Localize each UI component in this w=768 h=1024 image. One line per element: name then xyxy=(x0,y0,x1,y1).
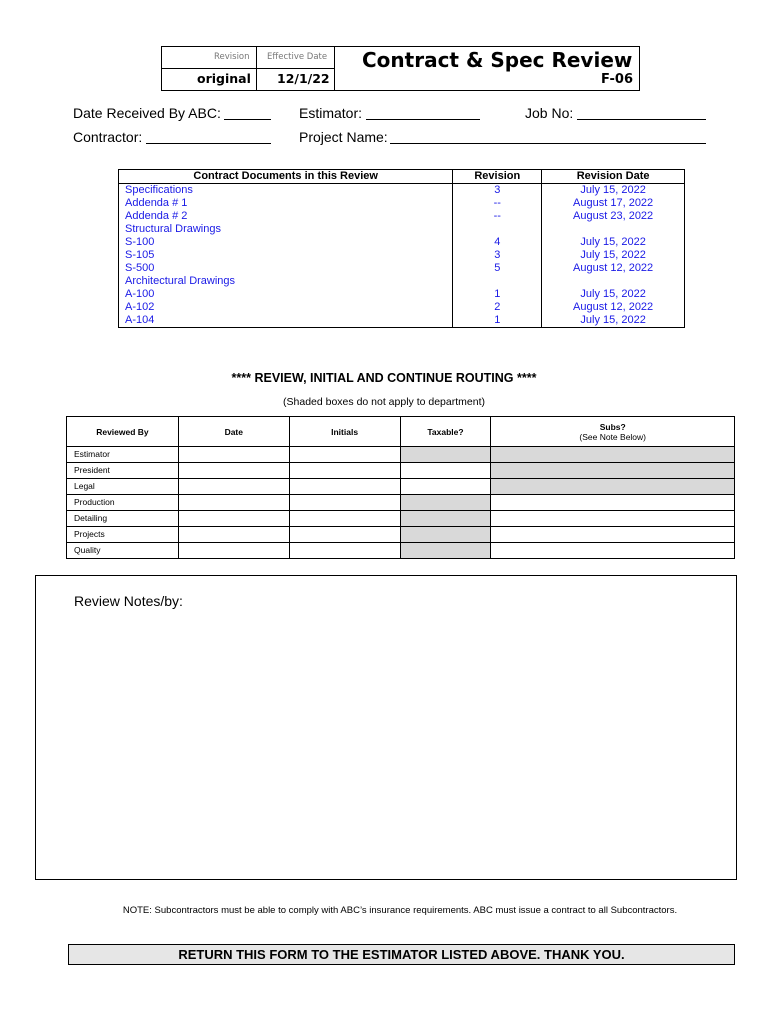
table-row xyxy=(119,184,685,198)
column-header-taxable: Taxable? xyxy=(400,417,491,447)
column-header-revision: Revision xyxy=(453,170,542,184)
column-header-revision-date: Revision Date xyxy=(542,170,685,184)
table-row xyxy=(67,511,735,527)
document-revision-date-cell xyxy=(542,275,685,288)
subs-cell[interactable] xyxy=(491,495,735,511)
document-revision-cell: -- xyxy=(453,210,542,223)
table-row xyxy=(119,275,685,288)
document-name-cell: A-102 xyxy=(119,301,453,314)
document-name-cell: Addenda # 2 xyxy=(119,210,453,223)
reviewer-department-cell: Detailing xyxy=(67,511,179,527)
initials-cell[interactable] xyxy=(289,479,400,495)
document-revision-date-cell: August 12, 2022 xyxy=(542,301,685,314)
contractor-field[interactable] xyxy=(146,143,271,144)
revision-label: Revision xyxy=(214,52,250,62)
document-revision-cell: 1 xyxy=(453,314,542,328)
initials-cell[interactable] xyxy=(289,543,400,559)
effective-date-label: Effective Date xyxy=(267,52,328,62)
column-header-date: Date xyxy=(178,417,289,447)
job-no-field[interactable] xyxy=(577,119,706,120)
table-header-row xyxy=(67,417,735,447)
document-name-cell: S-500 xyxy=(119,262,453,275)
document-revision-cell: 3 xyxy=(453,184,542,198)
table-row xyxy=(67,527,735,543)
taxable-cell[interactable] xyxy=(400,479,491,495)
document-revision-cell: 2 xyxy=(453,301,542,314)
table-row xyxy=(119,314,685,328)
document-revision-date-cell: August 17, 2022 xyxy=(542,197,685,210)
table-row xyxy=(119,301,685,314)
document-revision-date-cell: July 15, 2022 xyxy=(542,314,685,328)
initials-cell[interactable] xyxy=(289,495,400,511)
document-name-cell: A-104 xyxy=(119,314,453,328)
subs-cell[interactable] xyxy=(491,543,735,559)
subs-cell[interactable] xyxy=(491,447,735,463)
table-row xyxy=(119,262,685,275)
table-row xyxy=(119,288,685,301)
effective-date-value: 12/1/22 xyxy=(277,71,330,86)
date-cell[interactable] xyxy=(178,495,289,511)
document-name-cell: S-105 xyxy=(119,249,453,262)
column-header-subs xyxy=(491,417,735,447)
contract-documents-table xyxy=(118,169,685,328)
taxable-cell[interactable] xyxy=(400,543,491,559)
initials-cell[interactable] xyxy=(289,511,400,527)
document-revision-cell: 4 xyxy=(453,236,542,249)
project-name-field[interactable] xyxy=(390,143,706,144)
contractor-label: Contractor: xyxy=(73,129,143,145)
taxable-cell[interactable] xyxy=(400,511,491,527)
document-revision-cell: 5 xyxy=(453,262,542,275)
document-revision-date-cell: July 15, 2022 xyxy=(542,236,685,249)
project-name-label: Project Name: xyxy=(299,129,388,145)
routing-subtitle: (Shaded boxes do not apply to department) xyxy=(283,396,485,408)
reviewer-department-cell: Estimator xyxy=(67,447,179,463)
table-row xyxy=(119,197,685,210)
reviewer-department-cell: Projects xyxy=(67,527,179,543)
taxable-cell[interactable] xyxy=(400,495,491,511)
date-received-field[interactable] xyxy=(224,119,271,120)
table-row xyxy=(119,249,685,262)
date-cell[interactable] xyxy=(178,463,289,479)
document-revision-date-cell: July 15, 2022 xyxy=(542,288,685,301)
table-header-row xyxy=(119,170,685,184)
document-revision-cell: -- xyxy=(453,197,542,210)
form-code: F-06 xyxy=(601,72,633,87)
column-header-reviewed-by: Reviewed By xyxy=(67,417,179,447)
subs-cell[interactable] xyxy=(491,463,735,479)
subs-cell[interactable] xyxy=(491,479,735,495)
subs-header-label: Subs? xyxy=(599,421,626,432)
table-row xyxy=(67,463,735,479)
table-row xyxy=(119,223,685,236)
routing-title: **** REVIEW, INITIAL AND CONTINUE ROUTING **** xyxy=(231,371,537,385)
table-row xyxy=(67,543,735,559)
subcontractor-note: NOTE: Subcontractors must be able to comply with ABC’s insurance requirements. ABC must issue a contract to all Subcontractors. xyxy=(122,905,678,916)
review-notes-box[interactable] xyxy=(35,575,737,880)
review-notes-label: Review Notes/by: xyxy=(74,593,183,609)
reviewer-department-cell: Quality xyxy=(67,543,179,559)
subs-cell[interactable] xyxy=(491,511,735,527)
document-revision-date-cell: August 23, 2022 xyxy=(542,210,685,223)
document-name-cell: A-100 xyxy=(119,288,453,301)
date-cell[interactable] xyxy=(178,543,289,559)
document-revision-date-cell: July 15, 2022 xyxy=(542,184,685,198)
form-header xyxy=(161,46,640,91)
initials-cell[interactable] xyxy=(289,527,400,543)
taxable-cell[interactable] xyxy=(400,527,491,543)
form-title: Contract & Spec Review xyxy=(362,48,633,72)
initials-cell[interactable] xyxy=(289,447,400,463)
document-revision-cell: 1 xyxy=(453,288,542,301)
date-cell[interactable] xyxy=(178,479,289,495)
date-cell[interactable] xyxy=(178,527,289,543)
taxable-cell[interactable] xyxy=(400,447,491,463)
subs-header-note: (See Note Below) xyxy=(579,431,647,442)
document-revision-cell xyxy=(453,223,542,236)
table-row xyxy=(67,447,735,463)
column-header-initials: Initials xyxy=(289,417,400,447)
document-name-cell: Addenda # 1 xyxy=(119,197,453,210)
subs-cell[interactable] xyxy=(491,527,735,543)
table-row xyxy=(67,495,735,511)
document-revision-cell: 3 xyxy=(453,249,542,262)
table-row xyxy=(119,236,685,249)
estimator-label: Estimator: xyxy=(299,105,363,121)
taxable-cell[interactable] xyxy=(400,463,491,479)
review-routing-table xyxy=(66,416,735,559)
document-revision-date-cell: August 12, 2022 xyxy=(542,262,685,275)
reviewer-department-cell: President xyxy=(67,463,179,479)
reviewer-department-cell: Production xyxy=(67,495,179,511)
job-no-label: Job No: xyxy=(525,105,574,121)
document-name-cell: Specifications xyxy=(119,184,453,198)
document-name-cell: Architectural Drawings xyxy=(119,275,453,288)
date-cell[interactable] xyxy=(178,511,289,527)
document-revision-date-cell: July 15, 2022 xyxy=(542,249,685,262)
revision-value: original xyxy=(197,71,251,86)
document-revision-cell xyxy=(453,275,542,288)
estimator-field[interactable] xyxy=(366,119,480,120)
return-form-banner: RETURN THIS FORM TO THE ESTIMATOR LISTED ABOVE. THANK YOU. xyxy=(68,944,735,965)
date-cell[interactable] xyxy=(178,447,289,463)
document-name-cell: Structural Drawings xyxy=(119,223,453,236)
document-name-cell: S-100 xyxy=(119,236,453,249)
table-row xyxy=(119,210,685,223)
date-received-label: Date Received By ABC: xyxy=(73,105,221,121)
initials-cell[interactable] xyxy=(289,463,400,479)
table-row xyxy=(67,479,735,495)
column-header-documents: Contract Documents in this Review xyxy=(119,170,453,184)
reviewer-department-cell: Legal xyxy=(67,479,179,495)
document-revision-date-cell xyxy=(542,223,685,236)
